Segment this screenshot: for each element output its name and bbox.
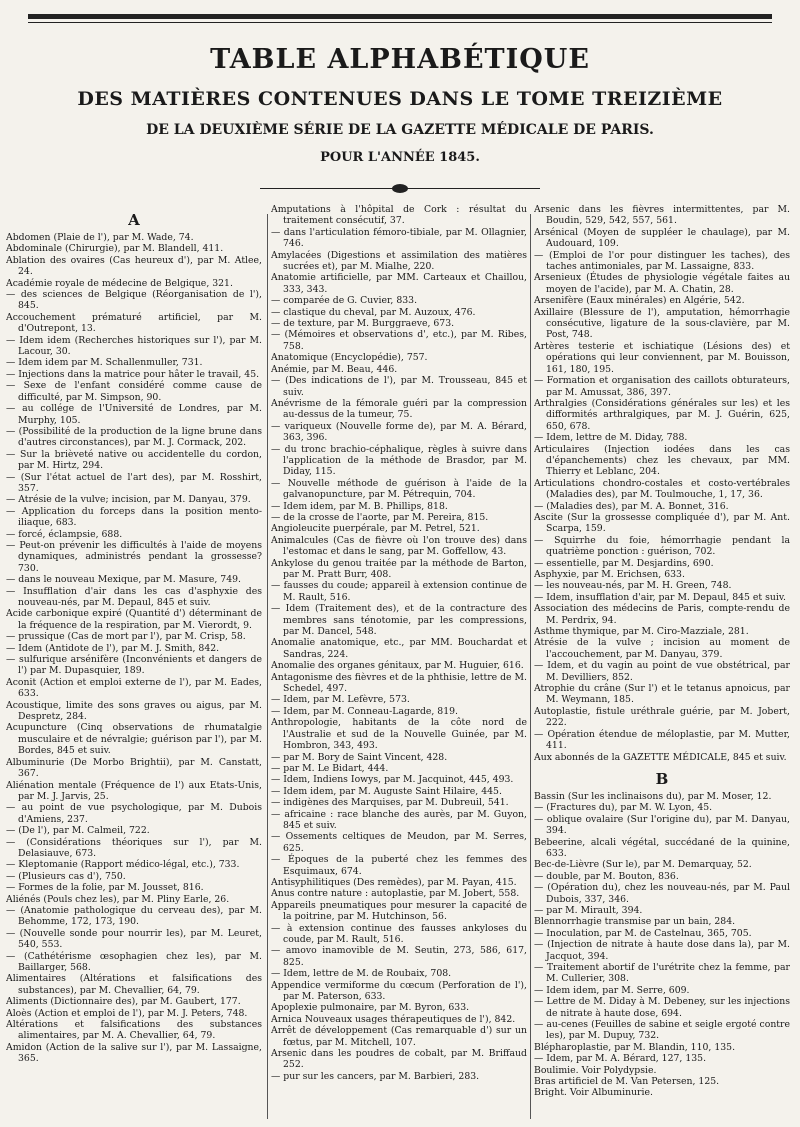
index-entry: Asthme thymique, par M. Ciro-Mazziale, 281. <box>534 626 749 638</box>
index-entry: Animalcules (Cas de fièvre où l'on trouve des) dans l'estomac et dans le sang, par M. Goffellow, 43. <box>271 534 527 558</box>
page-title: TABLE ALPHABÉTIQUE <box>210 44 590 75</box>
index-entry: Artères testerie et ischiatique (Lésions des) et opérations qui leur conviennent, par M. Bouisson, 161, 180, 195. <box>534 340 790 375</box>
section-letter: B <box>655 769 669 788</box>
index-entry: — de texture, par M. Burggraeve, 673. <box>271 318 455 330</box>
index-entry: Atrésie de la vulve ; incision au moment de l'accouchement, par M. Danyau, 379. <box>534 637 790 660</box>
index-entry: — oblique ovalaire (Sur l'origine du), par M. Danyau, 394. <box>534 813 790 837</box>
page-subtitle: DES MATIÈRES CONTENUES DANS LE TOME TREIZIÈME <box>77 88 723 110</box>
index-entry: — par M. Bory de Saint Vincent, 428. <box>271 751 448 763</box>
index-entry: — Sexe de l'enfant considéré comme cause de difficulté, par M. Simpson, 90. <box>6 380 262 403</box>
index-entry: Aliments (Dictionnaire des), par M. Gaubert, 177. <box>6 996 241 1008</box>
index-entry: — Idem, Indiens Iowys, par M. Jacquinot, 445, 493. <box>271 774 514 786</box>
index-entry: — prussique (Cas de mort par l'), par M. Crisp, 58. <box>6 631 246 643</box>
index-entry: — sulfurique arsénifère (Inconvénients et dangers de l') par M. Dupasquier, 189. <box>6 654 262 677</box>
index-entry: — (Cathétérisme œsophagien chez les), par M. Baillarger, 568. <box>6 950 262 973</box>
index-entry: — variqueux (Nouvelle forme de), par M. A. Bérard, 363, 396. <box>271 420 527 444</box>
index-entry: — fausses du coude; appareil à extension continue de M. Rault, 516. <box>271 580 527 603</box>
index-entry: Antagonisme des fièvres et de la phthisie, lettre de M. Schedel, 497. <box>271 671 527 695</box>
index-entry: — Formation et organisation des caillots obturateurs, par M. Amussat, 386, 397. <box>534 375 790 398</box>
index-entry: — clastique du cheval, par M. Auzoux, 476. <box>271 306 476 318</box>
index-entry: — Idem idem, par M. B. Phillips, 818. <box>271 500 448 512</box>
index-entry: Acupuncture (Cinq observations de rhumatalgie musculaire et de névralgie; guérison par l'), par M. Bordes, 845 et suiv. <box>6 722 262 757</box>
index-entry: — double, par M. Bouton, 836. <box>534 870 679 882</box>
index-entry: — (Maladies des), par M. A. Bonnet, 316. <box>534 500 729 512</box>
index-entry: — (Sur l'état actuel de l'art des), par M. Rosshirt, 357. <box>6 471 262 494</box>
index-entry: — Idem, par M. A. Bérard, 127, 135. <box>534 1053 707 1065</box>
index-entry: — du tronc brachio-céphalique, règles à suivre dans l'application de la méthode de Brasdor, par M. Diday, 115. <box>271 443 527 478</box>
index-entry: Aloès (Action et emploi de l'), par M. J. Peters, 748. <box>6 1007 248 1019</box>
index-entry: — (Injection de nitrate à haute dose dans la), par M. Jacquot, 394. <box>534 939 790 962</box>
index-entry: — par M. Le Bidart, 444. <box>271 762 389 774</box>
index-entry: Ankylose du genou traitée par la méthode de Barton, par M. Pratt Burr, 408. <box>271 557 527 580</box>
index-entry: — Idem, lettre de M. de Roubaix, 708. <box>271 968 452 980</box>
index-entry: — (Des indications de l'), par M. Trousseau, 845 et suiv. <box>271 375 527 398</box>
index-entry: Aux abonnés de la GAZETTE MÉDICALE, 845 et suiv. <box>534 751 787 763</box>
index-entry: — Idem (Traitement des), et de la contracture des membres sans ténotomie, par les compressions, par M. Dancel, 548. <box>271 603 527 638</box>
index-entry: — de la crosse de l'aorte, par M. Pereira, 815. <box>271 511 489 523</box>
index-column-1 <box>6 204 262 1122</box>
index-entry: Aliénation mentale (Fréquence de l') aux Etats-Unis, par M. J. Jarvis, 25. <box>6 779 262 802</box>
index-entry: Arsenic dans les fièvres intermittentes, par M. Boudin, 529, 542, 557, 561. <box>534 204 790 227</box>
index-entry: — Idem idem, par M. Auguste Saint Hilaire, 445. <box>271 785 502 797</box>
section-letter: A <box>128 211 140 229</box>
index-entry: — (De l'), par M. Calmeil, 722. <box>6 825 150 837</box>
index-entry: — (Anatomie pathologique du cerveau des), par M. Behomme, 172, 173, 190. <box>6 904 262 928</box>
year-line: POUR L'ANNÉE 1845. <box>320 150 480 165</box>
index-entry: — Peut-on prévenir les difficultés à l'aide de moyens dynamiques, administrés pendant la grossesse? 730. <box>6 539 262 574</box>
index-entry: Axillaire (Blessure de l'), amputation, hémorrhagie consécutive, ligature de la sous-clavière, par M. Post, 748. <box>534 306 790 341</box>
index-entry: — Opération étendue de méloplastie, par M. Mutter, 411. <box>534 728 790 752</box>
index-entry: Articulaires (Injection iodées dans les cas d'épanchements) chez les chevaux, par MM. Thierry et Leblanc, 204. <box>534 443 790 478</box>
index-entry: — Idem idem, par M. Serre, 609. <box>534 984 690 996</box>
index-entry: Arsenifère (Eaux minérales) en Algérie, 542. <box>534 295 745 307</box>
index-column-3 <box>534 204 790 1122</box>
index-entry: — africaine : race blanche des aurès, par M. Guyon, 845 et suiv. <box>271 808 527 831</box>
index-entry: Ascite (Sur la grossesse compliquée d'), par M. Ant. Scarpa, 159. <box>534 511 790 535</box>
index-entry: Altérations et falsifications des substances alimentaires, par M. A. Chevallier, 64, 79. <box>6 1019 262 1042</box>
index-entry: — essentielle, par M. Desjardins, 690. <box>534 557 714 569</box>
index-entry: Aliénés (Pouls chez les), par M. Pliny Earle, 26. <box>6 893 230 905</box>
index-entry: — des sciences de Belgique (Réorganisation de l'), 845. <box>6 289 262 312</box>
index-entry: Appendice vermiforme du cœcum (Perforation de l'), par M. Paterson, 633. <box>271 979 527 1003</box>
index-entry: Aconit (Action et emploi externe de l'), par M. Eades, 633. <box>6 676 262 700</box>
index-entry: Acoustique, limite des sons graves ou aigus, par M. Despretz, 284. <box>6 699 262 723</box>
index-entry: — Idem (Antidote de l'), par M. J. Smith, 842. <box>6 642 220 654</box>
index-entry: — dans le nouveau Mexique, par M. Masure, 749. <box>6 574 241 586</box>
index-entry: Appareils pneumatiques pour mesurer la capacité de la poitrine, par M. Hutchinson, 56. <box>271 899 527 923</box>
index-entry: Ablation des ovaires (Cas heureux d'), par M. Atlee, 24. <box>6 254 262 278</box>
top-rule <box>28 14 772 23</box>
index-entry: — Idem idem (Recherches historiques sur l'), par M. Lacour, 30. <box>6 334 262 358</box>
index-entry: — Ossements celtiques de Meudon, par M. Serres, 625. <box>271 831 527 854</box>
index-entry: Blennorrhagie transmise par un bain, 284. <box>534 916 736 928</box>
index-entry: Angioleucite puerpérale, par M. Petrel, 521. <box>271 523 480 535</box>
index-entry: — indigènes des Marquises, par M. Dubreuil, 541. <box>271 797 509 809</box>
index-entry: Atrophie du crâne (Sur l') et le tetanus apnoicus, par M. Weymann, 185. <box>534 683 790 706</box>
index-entry: Antisyphilitiques (Des remèdes), par M. Payan, 415. <box>271 876 517 888</box>
index-entry: — Idem idem par M. Schallenmuller, 731. <box>6 357 203 369</box>
index-entry: — au-cenes (Feuilles de sabine et seigle ergoté contre les), par M. Dupuy, 732. <box>534 1019 790 1042</box>
index-entry: Académie royale de médecine de Belgique, 321. <box>6 277 233 289</box>
index-entry: — (Nouvelle sonde pour nourrir les), par M. Leuret, 540, 553. <box>6 927 262 951</box>
index-entry: — dans l'articulation fémoro-tibiale, par M. Ollagnier, 746. <box>271 226 527 250</box>
index-entry: Alimentaires (Altérations et falsifications des substances), par M. Chevallier, 64, 79. <box>6 973 262 996</box>
index-entry: Apoplexie pulmonaire, par M. Byron, 633. <box>271 1002 470 1014</box>
column-divider <box>267 214 268 1119</box>
index-entry: Anomalie anatomique, etc., par MM. Bouchardat et Sandras, 224. <box>271 637 527 660</box>
index-entry: — Atrésie de la vulve; incision, par M. Danyau, 379. <box>6 494 251 506</box>
index-entry: Arsénical (Moyen de suppléer le chaulage), par M. Audouard, 109. <box>534 226 790 250</box>
index-entry: Anthropologie, habitants de la côte nord de l'Australie et sud de la Nouvelle Guinée, par M. Hombron, 343, 493. <box>271 717 527 752</box>
index-entry: Anatomie artificielle, par MM. Carteaux et Chaillou, 333, 343. <box>271 272 527 295</box>
index-entry: Autoplastie, fistule uréthrale guérie, par M. Jobert, 222. <box>534 705 790 729</box>
index-entry: Anémie, par M. Beau, 446. <box>271 363 398 375</box>
column-divider <box>530 214 531 1119</box>
index-entry: — Application du forceps dans la position mento-iliaque, 683. <box>6 505 262 529</box>
index-entry: Abdomen (Plaie de l'), par M. Wade, 74. <box>6 232 194 243</box>
index-entry: — Idem, et du vagin au point de vue obstétrical, par M. Devilliers, 852. <box>534 660 790 683</box>
series-line: DE LA DEUXIÈME SÉRIE DE LA GAZETTE MÉDICALE DE PARIS. <box>146 122 654 138</box>
index-entry: Anévrisme de la fémorale guéri par la compression au-dessus de la tumeur, 75. <box>271 397 527 421</box>
index-entry: — Squirrhe du foie, hémorrhagie pendant la quatrième ponction : guérison, 702. <box>534 534 790 558</box>
index-entry: Asphyxie, par M. Erichsen, 633. <box>534 569 685 580</box>
index-entry: Accouchement prématuré artificiel, par M. d'Outrepont, 13. <box>6 311 262 335</box>
index-entry: — Idem, par M. Conneau-Lagarde, 819. <box>271 705 459 717</box>
index-entry: — (Fractures du), par M. W. Lyon, 45. <box>534 802 713 814</box>
index-entry: — par M. Mirault, 394. <box>534 904 643 916</box>
index-entry: — Traitement abortif de l'urétrite chez la femme, par M. Cullerier, 308. <box>534 962 790 985</box>
index-entry: — comparée de G. Cuvier, 833. <box>271 295 418 307</box>
index-entry: — (Mémoires et observations d', etc.), par M. Ribes, 758. <box>271 329 527 352</box>
index-entry: — Époques de la puberté chez les femmes des Esquimaux, 674. <box>271 854 527 877</box>
index-entry: — (Considérations théoriques sur l'), par M. Delasiauve, 673. <box>6 836 262 859</box>
index-entry: — à extension continue des fausses ankyloses du coude, par M. Rault, 516. <box>271 922 527 945</box>
index-entry: Anatomique (Encyclopédie), 757. <box>271 352 428 364</box>
index-entry: — amovo inamovible de M. Seutin, 273, 586, 617, 825. <box>271 945 527 968</box>
index-entry: Bras artificiel de M. Van Petersen, 125. <box>534 1076 720 1088</box>
index-entry: Arsenic dans les poudres de cobalt, par M. Briffaud 252. <box>271 1048 527 1071</box>
index-entry: — Idem, lettre de M. Diday, 788. <box>534 432 688 444</box>
index-entry: — au collége de l'Université de Londres, par M. Murphy, 105. <box>6 403 262 426</box>
index-entry: Association des médecins de Paris, compte-rendu de M. Perdrix, 94. <box>534 603 790 626</box>
ornament-divider <box>260 184 540 194</box>
index-entry: — (Opération du), chez les nouveau-nés, par M. Paul Dubois, 337, 346. <box>534 882 790 905</box>
index-entry: Albuminurie (De Morbo Brightii), par M. Canstatt, 367. <box>6 756 262 780</box>
index-entry: — Inoculation, par M. de Castelnau, 365, 705. <box>534 927 752 939</box>
index-entry: — au point de vue psychologique, par M. Dubois d'Amiens, 237. <box>6 802 262 825</box>
index-entry: — Insufflation d'air dans les cas d'asphyxie des nouveau-nés, par M. Depaul, 845 et suiv. <box>6 585 262 608</box>
index-entry: — Lettre de M. Diday à M. Debeney, sur les injections de nitrate à haute dose, 694. <box>534 996 790 1019</box>
index-entry: — (Emploi de l'or pour distinguer les taches), des taches antimoniales, par M. Lassaigne, 833. <box>534 249 790 273</box>
index-entry: Bassin (Sur les inclinaisons du), par M. Moser, 12. <box>534 790 772 802</box>
index-entry: — Idem, insufflation d'air, par M. Depaul, 845 et suiv. <box>534 591 786 603</box>
index-entry: — pur sur les cancers, par M. Barbieri, 283. <box>271 1070 480 1082</box>
index-entry: — les nouveau-nés, par M. H. Green, 748. <box>534 580 732 592</box>
index-entry: Blépharoplastie, par M. Blandin, 110, 135. <box>534 1041 736 1053</box>
index-entry: Anomalie des organes génitaux, par M. Huguier, 616. <box>271 660 524 672</box>
index-entry: Arthralgies (Considérations générales sur les) et les difformités arthralgiques, par M. J. Guérin, 625, 650, 678. <box>534 397 790 432</box>
index-entry: — Nouvelle méthode de guérison à l'aide de la galvanopuncture, par M. Pétrequin, 704. <box>271 477 527 501</box>
index-entry: Amidon (Action de la salive sur l'), par M. Lassaigne, 365. <box>6 1041 262 1065</box>
index-entry: — Sur la brièveté native ou accidentelle du cordon, par M. Hirtz, 294. <box>6 448 262 472</box>
index-entry: — (Plusieurs cas d'), 750. <box>6 870 126 882</box>
index-column-2 <box>271 204 527 1122</box>
index-entry: Anus contre nature : autoplastie, par M. Jobert, 558. <box>271 888 520 900</box>
index-entry: Amputations à l'hôpital de Cork : résultat du traitement consécutif, 37. <box>271 204 527 227</box>
index-entry: — Formes de la folie, par M. Jousset, 816. <box>6 882 204 894</box>
index-entry: Articulations chondro-costales et costo-vertébrales (Maladies des), par M. Toulmouche, 1, 17, 36. <box>534 477 790 501</box>
index-entry: Bec-de-Lièvre (Sur le), par M. Demarquay, 52. <box>534 859 752 871</box>
index-entry: Amylacées (Digestions et assimilation des matières sucrées et), par M. Mialhe, 220. <box>271 249 527 273</box>
index-entry: — (Possibilité de la production de la ligne brune dans d'autres circonstances), par M. J. Cormack, 202. <box>6 425 262 449</box>
index-entry: — Idem, par M. Lefèvre, 573. <box>271 694 410 706</box>
index-entry: Abdominale (Chirurgie), par M. Blandell, 411. <box>6 243 224 255</box>
index-entry: — forcé, éclampsie, 688. <box>6 528 123 540</box>
index-entry: — Injections dans la matrice pour hâter le travail, 45. <box>6 368 260 380</box>
index-entry: Bebeerine, alcali végétal, succédané de la quinine, 633. <box>534 836 790 859</box>
index-entry: Bright. Voir Albuminurie. <box>534 1087 653 1099</box>
index-entry: Acide carbonique expiré (Quantité d') déterminant de la fréquence de la respiration, par M. Vierordt, 9. <box>6 608 262 631</box>
index-entry: — Kleptomanie (Rapport médico-légal, etc.), 733. <box>6 859 240 871</box>
index-entry: Arnica Nouveaux usages thérapeutiques de l'), 842. <box>271 1013 516 1025</box>
index-entry: Arsenieux (Études de physiologie végétale faites au moyen de l'acide), par M. A. Chatin, 28. <box>534 272 790 295</box>
index-entry: Boulimie. Voir Polydypsie. <box>534 1064 657 1076</box>
index-entry: Arrêt de développement (Cas remarquable d') sur un fœtus, par M. Mitchell, 107. <box>271 1025 527 1048</box>
